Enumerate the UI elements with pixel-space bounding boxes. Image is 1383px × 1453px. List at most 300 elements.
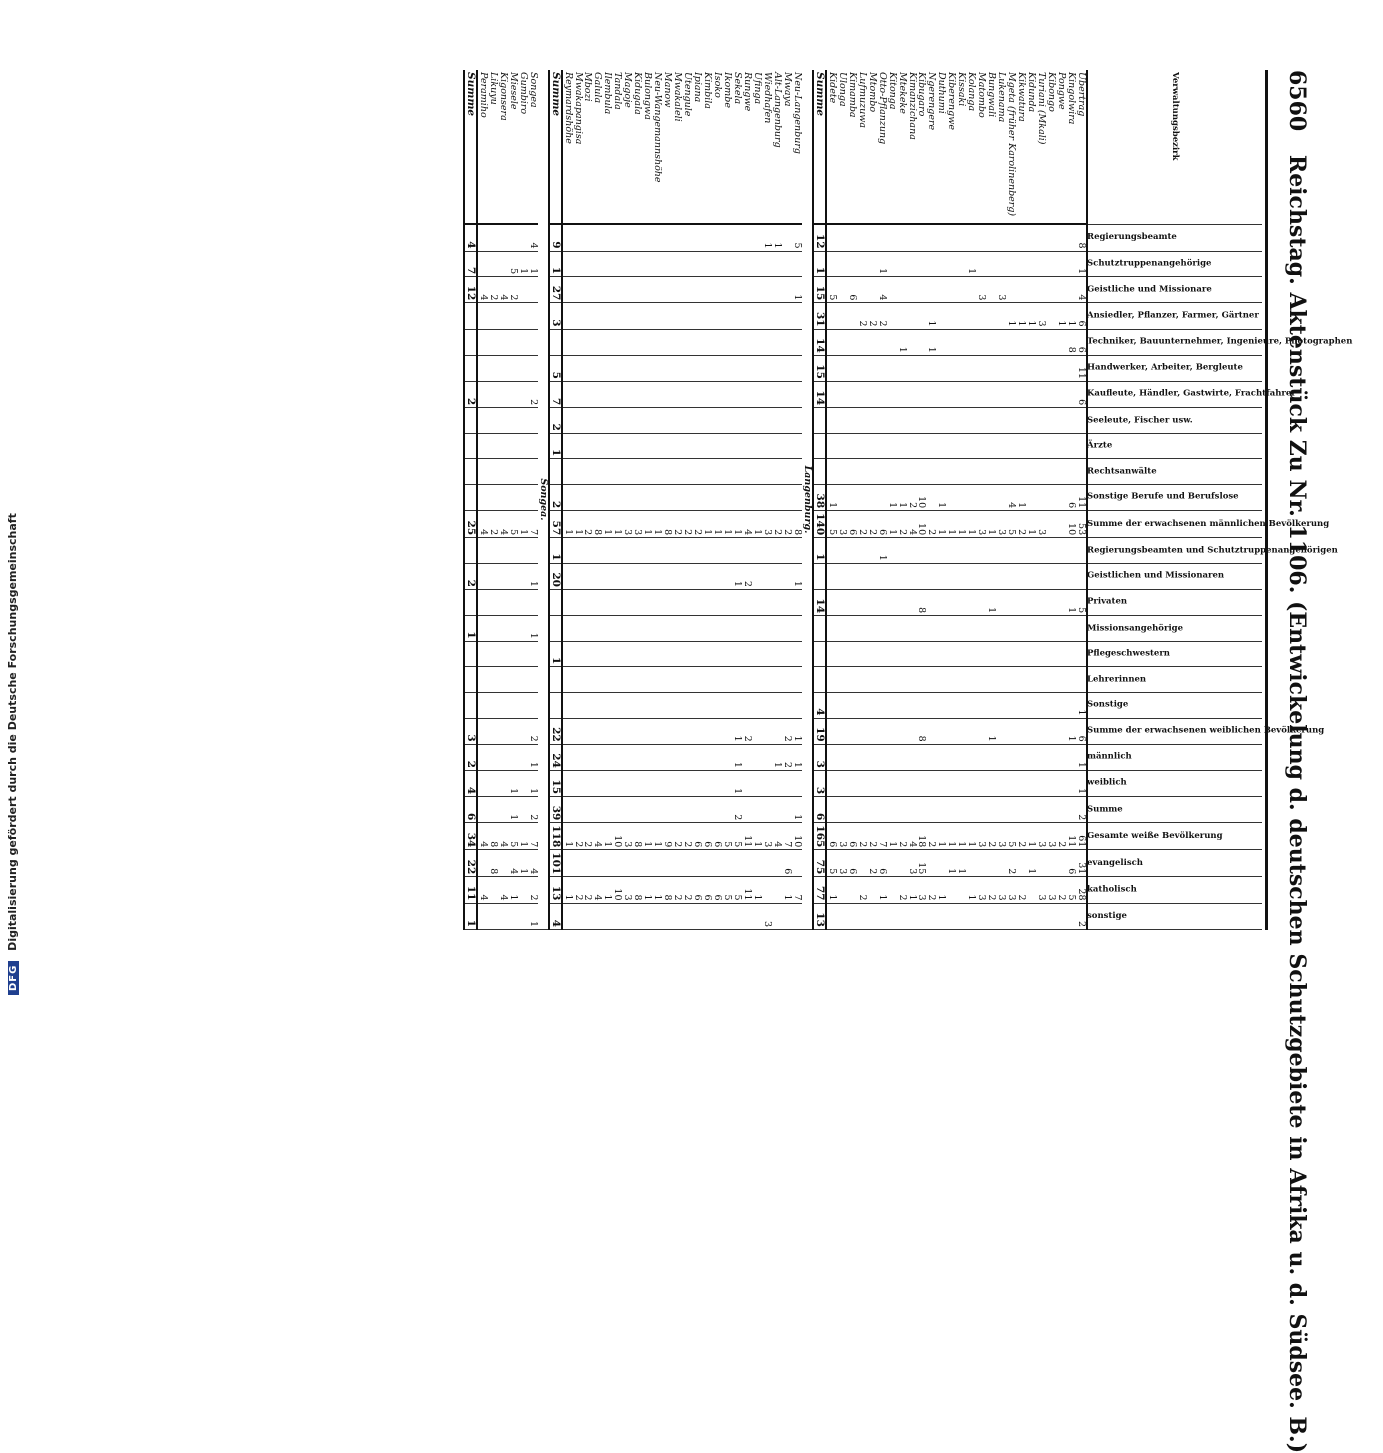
table-cell bbox=[762, 329, 772, 355]
table-cell bbox=[1076, 563, 1087, 589]
table-cell: 1 bbox=[528, 903, 538, 930]
table-cell bbox=[956, 563, 966, 589]
table-cell: 1 bbox=[528, 251, 538, 277]
table-cell bbox=[847, 903, 857, 930]
table-cell bbox=[549, 616, 562, 642]
table-cell bbox=[867, 616, 877, 642]
table-cell bbox=[477, 770, 488, 796]
table-cell bbox=[1056, 408, 1066, 434]
table-cell bbox=[652, 355, 662, 381]
table-cell bbox=[562, 303, 573, 329]
district-name: Mwakapangisa bbox=[573, 70, 583, 224]
table-cell bbox=[672, 538, 682, 564]
table-cell bbox=[877, 797, 887, 823]
table-cell: 1 bbox=[956, 850, 966, 877]
table-cell bbox=[1076, 616, 1087, 642]
table-cell bbox=[1046, 641, 1056, 667]
table-cell bbox=[927, 667, 937, 693]
table-cell: 1 bbox=[518, 511, 528, 538]
table-cell bbox=[518, 563, 528, 589]
table-cell: 3 bbox=[762, 511, 772, 538]
column-header: Missionsangehörige bbox=[1087, 616, 1262, 642]
table-cell bbox=[549, 692, 562, 718]
table-cell bbox=[722, 484, 732, 510]
table-cell: 1 bbox=[549, 433, 562, 459]
table-cell bbox=[702, 251, 712, 277]
table-cell bbox=[986, 329, 996, 355]
table-cell: 75 bbox=[813, 850, 826, 877]
table-cell: 11 bbox=[1076, 355, 1087, 381]
table-cell bbox=[867, 355, 877, 381]
table-cell bbox=[602, 563, 612, 589]
table-cell bbox=[498, 770, 508, 796]
table-cell bbox=[518, 770, 528, 796]
table-cell bbox=[1046, 692, 1056, 718]
column-header: Summe der erwachsenen männlichen Bevölkerung bbox=[1087, 511, 1262, 538]
table-cell bbox=[1026, 408, 1036, 434]
table-cell: 2 bbox=[857, 511, 867, 538]
table-cell bbox=[632, 641, 642, 667]
table-cell bbox=[1056, 850, 1066, 877]
table-cell bbox=[602, 850, 612, 877]
table-cell: 4 bbox=[1006, 484, 1016, 510]
district-name: Kibongo bbox=[1046, 70, 1056, 224]
table-cell bbox=[986, 484, 996, 510]
table-cell bbox=[573, 484, 583, 510]
table-cell bbox=[712, 408, 722, 434]
table-cell bbox=[966, 797, 976, 823]
table-cell bbox=[652, 408, 662, 434]
table-cell: 1 bbox=[1076, 251, 1087, 277]
table-cell bbox=[477, 433, 488, 459]
table-cell bbox=[1066, 770, 1076, 796]
table-cell: 1 bbox=[792, 563, 802, 589]
table-cell bbox=[722, 850, 732, 877]
table-cell bbox=[907, 355, 917, 381]
table-cell bbox=[702, 667, 712, 693]
table-cell: 3 bbox=[1006, 877, 1016, 903]
table-cell: 6 bbox=[1076, 329, 1087, 355]
table-cell bbox=[632, 667, 642, 693]
table-cell bbox=[562, 903, 573, 930]
table-cell bbox=[583, 770, 593, 796]
table-cell bbox=[857, 903, 867, 930]
table-cell bbox=[857, 616, 867, 642]
table-cell bbox=[837, 877, 847, 903]
column-header: Summe der erwachsenen weiblichen Bevölkerung bbox=[1087, 718, 1262, 744]
table-cell bbox=[562, 667, 573, 693]
table-cell bbox=[692, 850, 702, 877]
district-name: Mbozi bbox=[583, 70, 593, 224]
table-cell: 2 bbox=[986, 877, 996, 903]
table-cell bbox=[826, 718, 837, 744]
table-cell: 2 bbox=[583, 823, 593, 850]
district-name: Wiedhafen bbox=[762, 70, 772, 224]
table-cell bbox=[662, 381, 672, 407]
table-cell bbox=[877, 355, 887, 381]
table-cell bbox=[528, 408, 538, 434]
table-cell bbox=[986, 692, 996, 718]
table-cell bbox=[792, 408, 802, 434]
table-cell bbox=[652, 459, 662, 485]
table-cell: 1 bbox=[732, 718, 742, 744]
table-cell: 3 bbox=[464, 718, 477, 744]
table-cell bbox=[837, 770, 847, 796]
table-cell bbox=[518, 641, 528, 667]
table-cell bbox=[857, 355, 867, 381]
table-cell: 4 bbox=[498, 277, 508, 303]
table-cell bbox=[642, 224, 652, 251]
table-cell: 3 bbox=[907, 850, 917, 877]
table-cell bbox=[986, 433, 996, 459]
table-cell bbox=[762, 641, 772, 667]
table-cell bbox=[887, 224, 897, 251]
table-cell bbox=[1066, 251, 1076, 277]
table-cell bbox=[652, 563, 662, 589]
table-cell bbox=[847, 770, 857, 796]
table-cell: 1 bbox=[897, 484, 907, 510]
table-cell: 8 bbox=[917, 589, 927, 615]
table-cell: 1 bbox=[549, 538, 562, 564]
table-cell bbox=[488, 744, 498, 770]
table-cell bbox=[1036, 903, 1046, 930]
table-cell bbox=[976, 797, 986, 823]
table-cell bbox=[632, 251, 642, 277]
table-cell bbox=[562, 251, 573, 277]
table-cell bbox=[752, 277, 762, 303]
table-row bbox=[602, 70, 612, 930]
table-cell bbox=[996, 797, 1006, 823]
table-cell bbox=[592, 381, 602, 407]
table-cell bbox=[772, 903, 782, 930]
table-cell bbox=[867, 381, 877, 407]
table-cell bbox=[464, 538, 477, 564]
table-cell bbox=[672, 563, 682, 589]
table-cell bbox=[956, 877, 966, 903]
table-cell bbox=[498, 381, 508, 407]
table-cell bbox=[592, 224, 602, 251]
table-cell bbox=[936, 770, 946, 796]
table-cell bbox=[752, 770, 762, 796]
table-cell bbox=[508, 433, 518, 459]
table-cell: 3 bbox=[976, 823, 986, 850]
table-cell bbox=[488, 381, 498, 407]
table-cell: 2 bbox=[528, 381, 538, 407]
table-cell bbox=[652, 744, 662, 770]
table-cell bbox=[762, 277, 772, 303]
table-cell: 4 bbox=[498, 511, 508, 538]
table-cell bbox=[772, 408, 782, 434]
table-cell: 1 bbox=[732, 511, 742, 538]
table-cell bbox=[488, 251, 498, 277]
table-cell bbox=[498, 459, 508, 485]
table-cell bbox=[702, 641, 712, 667]
table-cell bbox=[946, 616, 956, 642]
table-cell bbox=[562, 850, 573, 877]
table-cell bbox=[712, 667, 722, 693]
table-cell: 1 bbox=[1026, 511, 1036, 538]
table-cell bbox=[488, 877, 498, 903]
table-cell bbox=[592, 667, 602, 693]
district-name: Alt-Langenburg bbox=[772, 70, 782, 224]
table-cell bbox=[477, 381, 488, 407]
table-cell bbox=[612, 850, 622, 877]
table-cell bbox=[742, 744, 752, 770]
table-cell: 2 bbox=[528, 797, 538, 823]
table-cell bbox=[498, 224, 508, 251]
district-name: Sekela bbox=[732, 70, 742, 224]
table-cell: 6 bbox=[1066, 850, 1076, 877]
table-cell bbox=[897, 224, 907, 251]
table-cell bbox=[927, 797, 937, 823]
table-cell: 57 bbox=[549, 511, 562, 538]
table-row bbox=[632, 70, 642, 930]
table-cell bbox=[488, 692, 498, 718]
table-cell: 3 bbox=[996, 511, 1006, 538]
table-cell bbox=[917, 641, 927, 667]
table-cell bbox=[712, 459, 722, 485]
table-cell bbox=[927, 770, 937, 796]
table-cell bbox=[622, 433, 632, 459]
table-cell bbox=[662, 744, 672, 770]
table-cell bbox=[976, 484, 986, 510]
table-cell bbox=[652, 797, 662, 823]
table-row bbox=[986, 70, 996, 930]
table-cell bbox=[1026, 251, 1036, 277]
table-cell: 6 bbox=[464, 797, 477, 823]
table-cell: 2 bbox=[682, 823, 692, 850]
table-cell bbox=[477, 303, 488, 329]
table-cell bbox=[652, 329, 662, 355]
table-cell bbox=[712, 850, 722, 877]
table-cell bbox=[867, 224, 877, 251]
table-cell bbox=[612, 484, 622, 510]
table-cell: 118 bbox=[549, 823, 562, 850]
table-cell bbox=[1066, 433, 1076, 459]
page-number: 6560 bbox=[1284, 70, 1310, 132]
table-cell bbox=[592, 484, 602, 510]
table-cell bbox=[782, 538, 792, 564]
table-cell: 4 bbox=[464, 224, 477, 251]
table-cell bbox=[986, 797, 996, 823]
table-cell bbox=[682, 744, 692, 770]
table-cell bbox=[477, 667, 488, 693]
table-cell bbox=[672, 850, 682, 877]
table-cell: 1 bbox=[464, 616, 477, 642]
table-cell bbox=[712, 692, 722, 718]
table-cell bbox=[662, 589, 672, 615]
table-cell bbox=[1046, 770, 1056, 796]
table-cell bbox=[936, 850, 946, 877]
table-cell bbox=[782, 484, 792, 510]
table-row bbox=[966, 70, 976, 930]
table-cell bbox=[1056, 692, 1066, 718]
table-cell bbox=[907, 744, 917, 770]
table-cell bbox=[936, 797, 946, 823]
table-cell: 5 bbox=[732, 823, 742, 850]
table-cell bbox=[897, 744, 907, 770]
table-cell bbox=[782, 563, 792, 589]
column-header: evangelisch bbox=[1087, 850, 1262, 877]
table-cell bbox=[976, 850, 986, 877]
table-cell bbox=[518, 589, 528, 615]
table-cell bbox=[672, 641, 682, 667]
table-cell bbox=[966, 408, 976, 434]
table-cell bbox=[528, 484, 538, 510]
table-cell bbox=[813, 641, 826, 667]
table-cell: 2 bbox=[772, 511, 782, 538]
table-cell bbox=[1026, 903, 1036, 930]
table-cell bbox=[847, 459, 857, 485]
table-cell bbox=[652, 850, 662, 877]
table-cell: 4 bbox=[528, 850, 538, 877]
table-cell bbox=[672, 744, 682, 770]
table-cell bbox=[702, 903, 712, 930]
district-name: Kimamba bbox=[847, 70, 857, 224]
table-cell bbox=[622, 381, 632, 407]
district-name: Lukenama bbox=[996, 70, 1006, 224]
table-cell: 28 bbox=[1076, 877, 1087, 903]
table-cell bbox=[946, 770, 956, 796]
table-cell bbox=[662, 538, 672, 564]
table-cell bbox=[772, 484, 782, 510]
table-row bbox=[592, 70, 602, 930]
table-cell bbox=[1056, 224, 1066, 251]
table-cell bbox=[682, 718, 692, 744]
table-cell bbox=[672, 408, 682, 434]
table-cell bbox=[602, 797, 612, 823]
table-cell bbox=[722, 433, 732, 459]
table-cell: 10 bbox=[917, 484, 927, 510]
table-cell bbox=[712, 433, 722, 459]
table-cell bbox=[792, 616, 802, 642]
table-cell bbox=[1016, 589, 1026, 615]
table-cell: 1 bbox=[897, 329, 907, 355]
table-cell bbox=[946, 797, 956, 823]
table-cell bbox=[642, 538, 652, 564]
table-cell bbox=[1066, 903, 1076, 930]
table-cell bbox=[742, 484, 752, 510]
table-cell bbox=[1026, 641, 1036, 667]
table-cell bbox=[583, 563, 593, 589]
table-cell bbox=[712, 641, 722, 667]
table-cell bbox=[752, 903, 762, 930]
table-cell bbox=[508, 484, 518, 510]
table-cell: 11 bbox=[742, 877, 752, 903]
table-cell bbox=[583, 667, 593, 693]
table-cell bbox=[1006, 744, 1016, 770]
table-cell bbox=[837, 251, 847, 277]
table-cell bbox=[762, 355, 772, 381]
table-cell bbox=[976, 667, 986, 693]
table-row bbox=[692, 70, 702, 930]
table-cell bbox=[897, 770, 907, 796]
table-cell bbox=[732, 903, 742, 930]
table-cell: 6 bbox=[692, 823, 702, 850]
table-cell bbox=[826, 589, 837, 615]
table-cell bbox=[1026, 277, 1036, 303]
table-cell bbox=[986, 667, 996, 693]
table-cell: 1 bbox=[1056, 303, 1066, 329]
table-cell bbox=[464, 329, 477, 355]
table-cell bbox=[592, 459, 602, 485]
table-cell bbox=[583, 744, 593, 770]
table-cell bbox=[917, 329, 927, 355]
table-cell: 1 bbox=[1066, 303, 1076, 329]
table-cell bbox=[867, 877, 877, 903]
table-cell bbox=[857, 770, 867, 796]
table-cell bbox=[1006, 277, 1016, 303]
table-cell bbox=[976, 303, 986, 329]
table-cell bbox=[927, 251, 937, 277]
table-cell bbox=[936, 718, 946, 744]
table-cell bbox=[1066, 459, 1076, 485]
table-cell bbox=[946, 381, 956, 407]
table-cell bbox=[672, 459, 682, 485]
table-cell bbox=[966, 381, 976, 407]
table-cell: 11 bbox=[1076, 484, 1087, 510]
table-cell bbox=[867, 251, 877, 277]
table-cell: 3 bbox=[976, 277, 986, 303]
table-cell bbox=[897, 277, 907, 303]
table-cell bbox=[1056, 641, 1066, 667]
section-title: Langenburg. bbox=[802, 70, 813, 930]
table-cell: 8 bbox=[488, 823, 498, 850]
table-cell: 5 bbox=[1006, 823, 1016, 850]
table-cell: 4 bbox=[477, 877, 488, 903]
table-cell: 2 bbox=[672, 511, 682, 538]
table-cell bbox=[1056, 433, 1066, 459]
table-cell bbox=[602, 433, 612, 459]
district-name: Kimanzichana bbox=[907, 70, 917, 224]
table-cell bbox=[562, 277, 573, 303]
table-cell: 6 bbox=[692, 877, 702, 903]
table-cell bbox=[477, 329, 488, 355]
table-cell bbox=[692, 744, 702, 770]
table-row bbox=[1076, 70, 1087, 930]
table-cell bbox=[792, 538, 802, 564]
table-cell bbox=[612, 381, 622, 407]
table-cell bbox=[508, 459, 518, 485]
table-cell bbox=[1046, 511, 1056, 538]
table-cell bbox=[518, 616, 528, 642]
district-name: Lufmuzuwa bbox=[857, 70, 867, 224]
table-cell bbox=[642, 563, 652, 589]
table-cell bbox=[946, 484, 956, 510]
table-cell bbox=[464, 303, 477, 329]
table-cell bbox=[712, 538, 722, 564]
table-cell bbox=[464, 484, 477, 510]
table-cell bbox=[762, 877, 772, 903]
table-cell bbox=[752, 251, 762, 277]
table-cell bbox=[742, 329, 752, 355]
table-cell bbox=[562, 718, 573, 744]
table-cell bbox=[837, 563, 847, 589]
table-cell: 4 bbox=[477, 511, 488, 538]
table-cell bbox=[602, 538, 612, 564]
table-cell bbox=[732, 355, 742, 381]
table-cell bbox=[996, 641, 1006, 667]
table-cell bbox=[752, 616, 762, 642]
column-header: Sonstige Berufe und Berufslose bbox=[1087, 484, 1262, 510]
table-cell bbox=[742, 903, 752, 930]
table-cell bbox=[946, 718, 956, 744]
table-cell: 1 bbox=[518, 850, 528, 877]
table-cell bbox=[837, 408, 847, 434]
table-cell bbox=[887, 850, 897, 877]
table-cell bbox=[528, 538, 538, 564]
table-cell bbox=[826, 770, 837, 796]
